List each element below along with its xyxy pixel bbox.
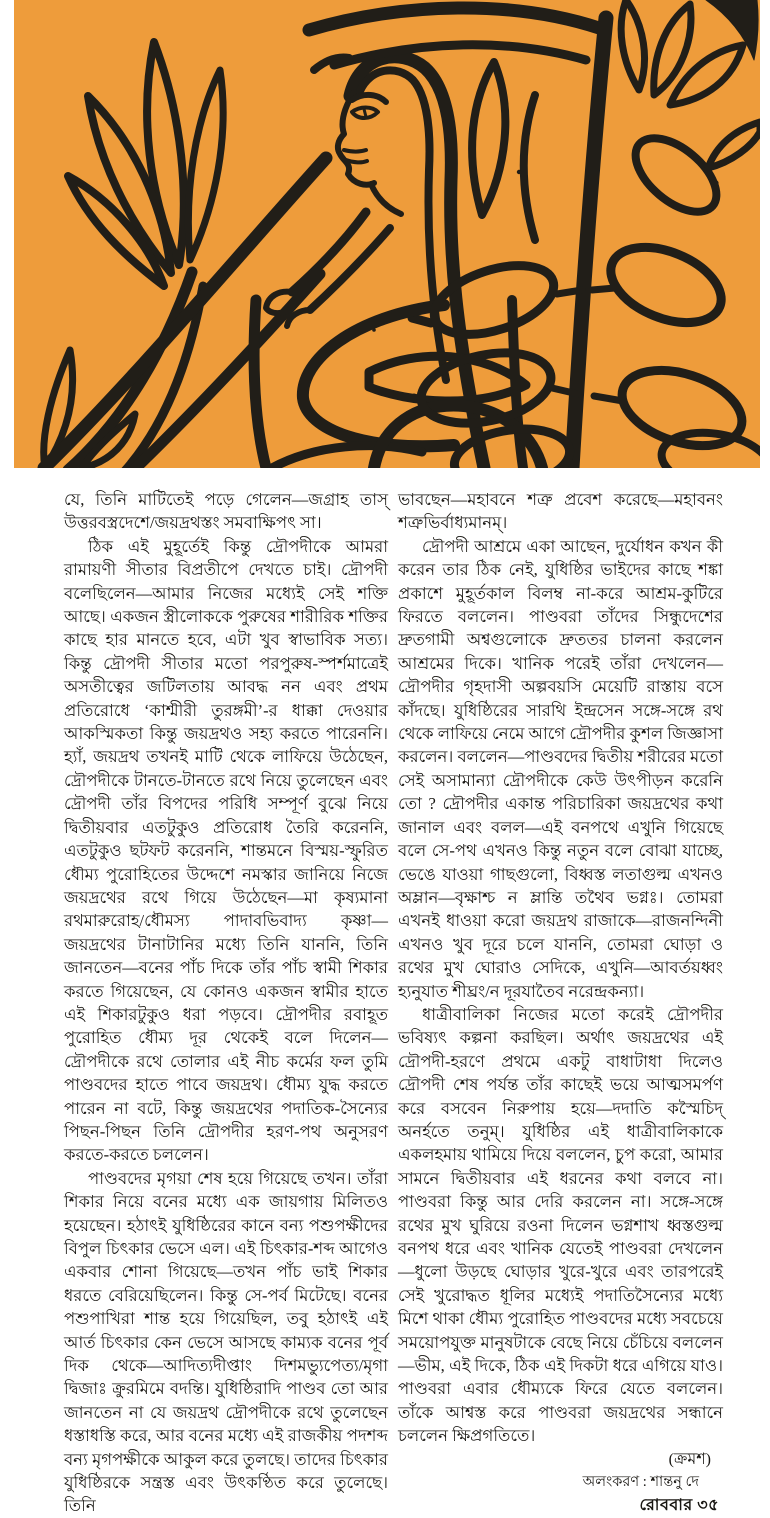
- article-right-column: [398, 488, 723, 1518]
- brush-illustration: [14, 0, 760, 468]
- article-left-column: [64, 488, 388, 1518]
- cover-illustration: [14, 0, 760, 468]
- paragraph: যে, তিনি মাটিতেই পড়ে গেলেন—জগ্রাহ তাস্ উত্তরবস্ত্রদেশে/জয়দ্রথস্তং সমবাক্ষিপৎ সা।: [64, 490, 388, 533]
- paragraph: ধাত্রীবালিকা নিজের মতো করেই দ্রৌপদীর ভবিষ্যৎ কল্পনা করছিল। অর্থাৎ জয়দ্রথের এই দ্রৌপদী-হরণে প্রথমে একটু বাধাটাধা দিলেও দ্রৌপদী শেষ পর্যন্ত তাঁর কাছেই ভয়ে আত্মসমর্পণ করে বসবেন নিরুপায় হয়ে—দদাতি কস্মৈচিদ্ অনর্হতে তনুম্। যুধিষ্ঠির এই ধাত্রীবালিকাকে একলহমায় থামিয়ে দিয়ে বললেন, চুপ করো, আমার সামনে দ্বিতীয়বার এই ধরনের কথা বলবে না। পাণ্ডবরা কিন্তু আর দেরি করলেন না। সঙ্গে-সঙ্গে রথের মুখ ঘুরিয়ে রওনা দিলেন ভগ্নশাখ ধ্বস্তগুল্ম বনপথ ধরে এবং খানিক যেতেই পাণ্ডবরা দেখলেন—ধুলো উড়ছে ঘোড়ার খুরে-খুরে এবং তারপরেই সেই খুরোদ্ধত ধূলির মধ্যেই পদাতিসৈন্যের মধ্যে মিশে থাকা ধৌম্য পুরোহিত পাণ্ডবদের মধ্যে সবচেয়ে সময়োপযুক্ত মানুষটাকে বেছে নিয়ে চেঁচিয়ে বললেন—ভীম, এই দিকে, ঠিক এই দিকটা ধরে এগিয়ে যাও। পাণ্ডবরা এবার ধৌম্যকে ফিরে যেতে বললেন। তাঁকে আশ্বস্ত করে পাণ্ডবরা জয়দ্রথের সন্ধানে চললেন ক্ষিপ্রগতিতে।: [398, 1004, 723, 1446]
- page-number: রোববার ৩৫: [639, 1497, 719, 1515]
- paragraph: পাণ্ডবদের মৃগয়া শেষ হয়ে গিয়েছে তখন। তাঁরা শিকার নিয়ে বনের মধ্যে এক জায়গায় মিলিতও হয়েছেন। হঠাৎই যুধিষ্ঠিরের কানে বন্য পশুপক্ষীদের বিপুল চিৎকার ভেসে এল। এই চিৎকার-শব্দ আগেও একবার শোনা গিয়েছে—তখন পাঁচ ভাই শিকার ধরতে বেরিয়েছিলেন। কিন্তু সে-পর্ব মিটেছে। বনের পশুপাখিরা শান্ত হয়ে গিয়েছিল, তবু হঠাৎই এই আর্ত চিৎকার কেন ভেসে আসছে কাম্যক বনের পূর্ব দিক থেকে—আদিত্যদীপ্তাং দিশমভ্যুপেত্য/মৃগা দ্বিজাঃ ক্রুরমিমে বদন্তি। যুধিষ্ঠিরাদি পাণ্ডব তো আর জানতেন না যে জয়দ্রথ দ্রৌপদীকে রথে তুলেছেন ধস্তাধস্তি করে, আর বনের মধ্যে এই রাজকীয় পদশব্দ বন্য মৃগপক্ষীকে আকুল করে তুলছে। তাদের চিৎকার যুধিষ্ঠিরকে সন্ত্রস্ত এবং উৎকণ্ঠিত করে তুলেছে। তিনি: [64, 1168, 388, 1516]
- paragraph: দ্রৌপদী আশ্রমে একা আছেন, দুর্যোধন কখন কী করেন তার ঠিক নেই, যুধিষ্ঠির ভাইদের কাছে শঙ্কা প্রকাশে মুহূর্তকাল বিলম্ব না-করে আশ্রম-কুটিরে ফিরতে বললেন। পাণ্ডবরা তাঁদের সিন্ধুদেশের দ্রুতগামী অশ্বগুলোকে দ্রুততর চালনা করলেন আশ্রমের দিকে। খানিক পরেই তাঁরা দেখলেন—দ্রৌপদীর গৃহদাসী অল্পবয়সি মেয়েটি রাস্তায় বসে কাঁদছে। যুধিষ্ঠিরের সারথি ইন্দ্রসেন সঙ্গে-সঙ্গে রথ থেকে লাফিয়ে নেমে আগে দ্রৌপদীর কুশল জিজ্ঞাসা করলেন। বললেন—পাণ্ডবদের দ্বিতীয় শরীরের মতো সেই অসামান্যা দ্রৌপদীকে কেউ উৎপীড়ন করেনি তো ? দ্রৌপদীর একান্ত পরিচারিকা জয়দ্রথের কথা জানাল এবং বলল—এই বনপথে এখুনি গিয়েছে বলে সে-পথ এখনও কিন্তু নতুন বলে বোঝা যাচ্ছে, ভেঙে যাওয়া গাছগুলো, বিধ্বস্ত লতাগুল্ম এখনও অম্লান—বৃক্ষাশ্চ ন ম্লান্তি তথৈব ভগ্নঃ। তোমরা এখনই ধাওয়া করো জয়দ্রথ রাজাকে—রাজনন্দিনী এখনও খুব দূরে চলে যাননি, তোমরা ঘোড়া ও রথের মুখ ঘোরাও সেদিকে, এখুনি—আবর্তয়ধ্বং হ্যনুযাত শীঘ্রং/ন দূরযাতৈব নরেন্দ্রকন্যা।: [398, 536, 723, 1001]
- continuation-mark: (ক্রমশ): [668, 1450, 711, 1468]
- paragraph: ভাবছেন—মহাবনে শত্রু প্রবেশ করেছে—মহাবনং শত্রুভির্বাধ্যমানম্।: [398, 490, 723, 533]
- paragraph: ঠিক এই মুহূর্তেই কিন্তু দ্রৌপদীকে আমরা রামায়ণী সীতার বিপ্রতীপে দেখতে চাই। দ্রৌপদী বলেছিলেন—আমার নিজের মধ্যেই সেই শক্তি আছে। একজন স্ত্রীলোককে পুরুষের শারীরিক শক্তির কাছে হার মানতে হবে, এটা খুব স্বাভাবিক সত্য। কিন্তু দ্রৌপদী সীতার মতো পরপুরুষ-স্পর্শমাত্রেই অসতীত্বের জটিলতায় আবদ্ধ নন এবং প্রথম প্রতিরোধে ‘কাশ্মীরী তুরঙ্গমী’-র ধাক্কা দেওয়ার আকস্মিকতা কিন্তু জয়দ্রথও সহ্য করতে পারেননি। হ্যাঁ, জয়দ্রথ তখনই মাটি থেকে লাফিয়ে উঠেছেন, দ্রৌপদীকে টানতে-টানতে রথে নিয়ে তুলেছেন এবং দ্রৌপদী তাঁর বিপদের পরিধি সম্পূর্ণ বুঝে নিয়ে দ্বিতীয়বার এতটুকুও প্রতিরোধ তৈরি করেননি, এতটুকুও ছটফট করেননি, শান্তমনে বিস্ময়-স্ফুরিত ধৌম্য পুরোহিতের উদ্দেশে নমস্কার জানিয়ে নিজে জয়দ্রথের রথে গিয়ে উঠেছেন—মা কৃষ্যমানা রথমারুরোহ/ধৌমস্য পাদাবভিবাদ্য কৃষ্ণা—জয়দ্রথের টানাটানির মধ্যে তিনি যাননি, তিনি জানতেন—বনের পাঁচ দিকে তাঁর পাঁচ স্বামী শিকার করতে গিয়েছেন, যে কোনও একজন স্বামীর হাতে এই শিকারটুকুও ধরা পড়বে। দ্রৌপদীর রবাহূত পুরোহিত ধৌম্য দূর থেকেই বলে দিলেন—দ্রৌপদীকে রথে তোলার এই নীচ কর্মের ফল তুমি পাণ্ডবদের হাতে পাবে জয়দ্রথ। ধৌম্য যুদ্ধ করতে পারেন না বটে, কিন্তু জয়দ্রথের পদাতিক-সৈন্যের পিছন-পিছন তিনি দ্রৌপদীর হরণ-পথ অনুসরণ করতে-করতে চললেন।: [64, 536, 388, 1165]
- illustration-credit: অলংকরণ : শান্তনু দে: [582, 1474, 699, 1491]
